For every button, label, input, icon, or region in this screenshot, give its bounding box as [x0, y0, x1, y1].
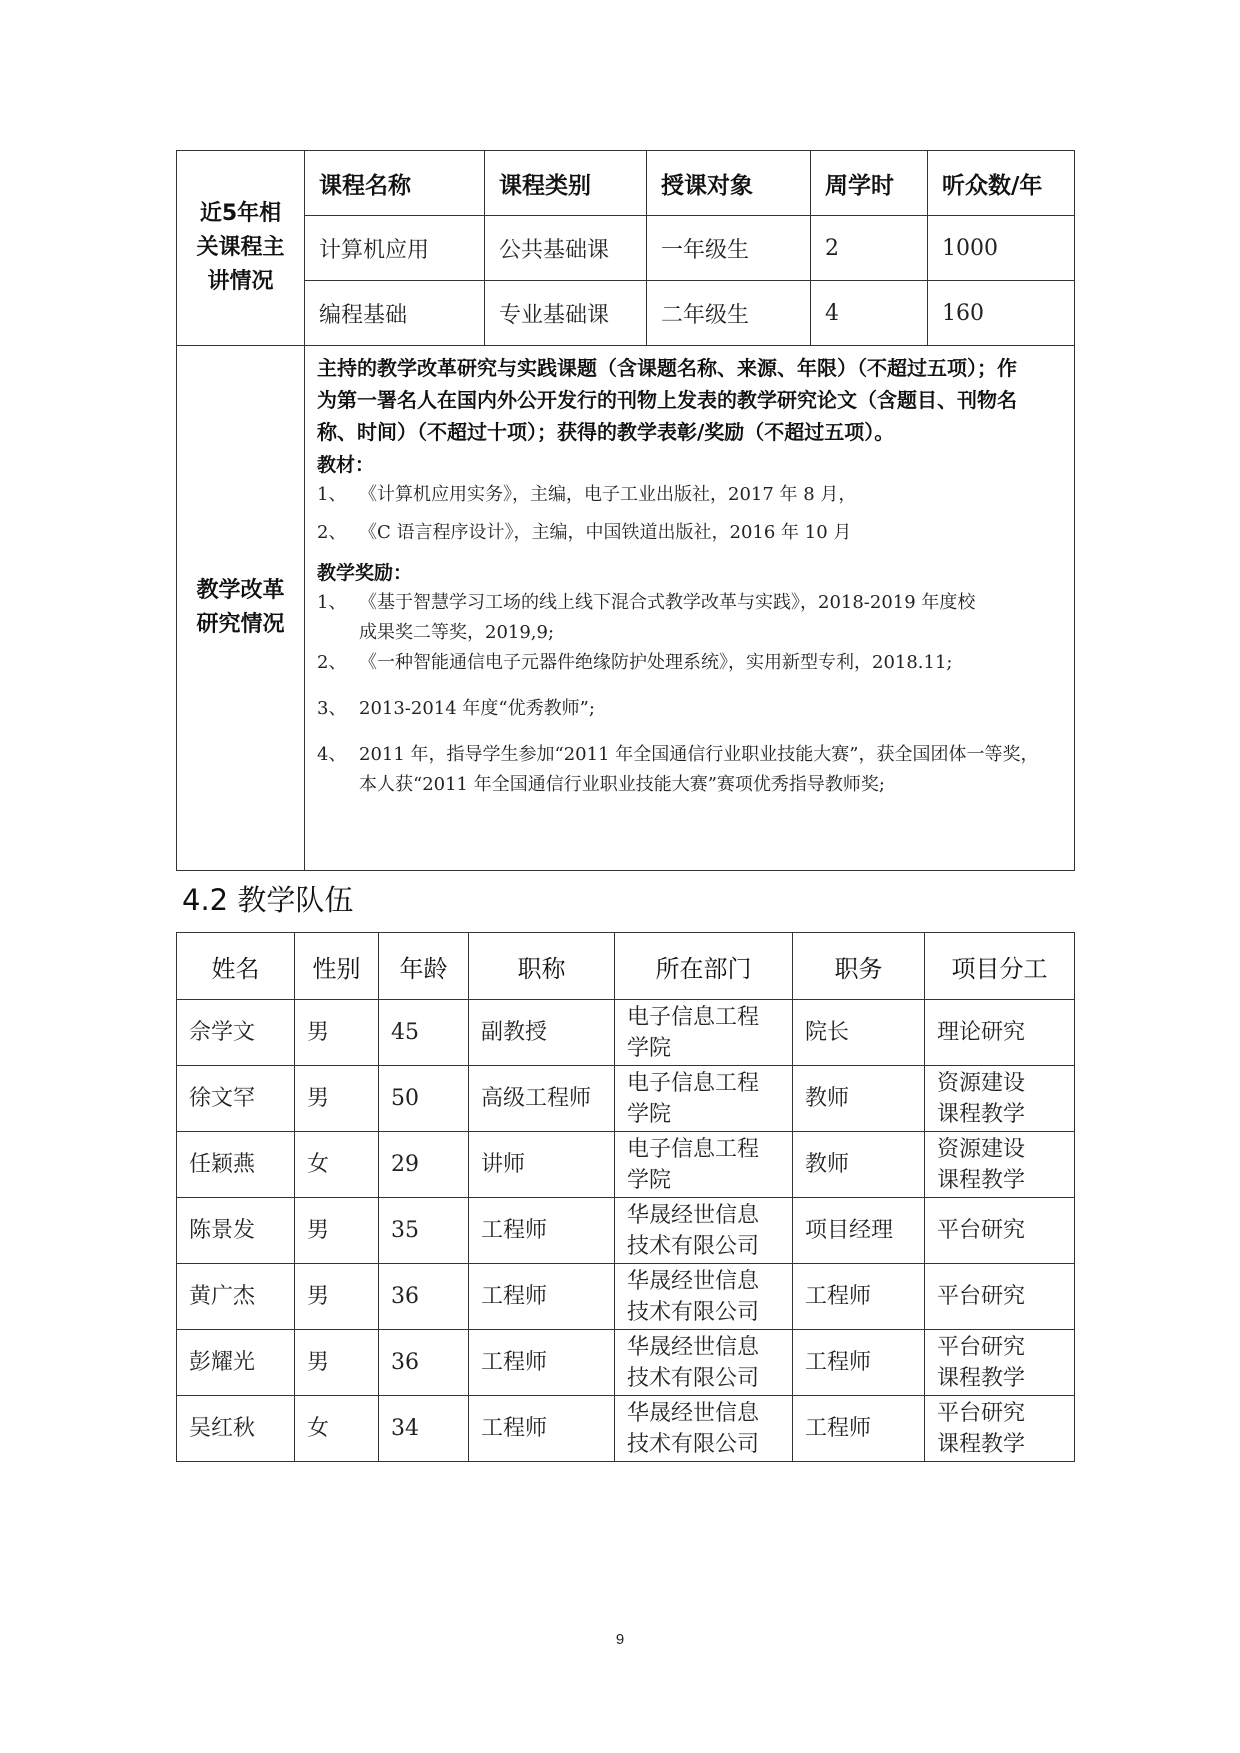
member-dept-cell-line: 华晟经世信息	[627, 1400, 760, 1426]
member-dept-cell	[615, 1396, 793, 1462]
member-title-cell: 副教授	[469, 1000, 615, 1066]
member-name-cell: 徐文罕	[177, 1066, 295, 1132]
member-name-cell: 彭耀光	[177, 1330, 295, 1396]
member-gender-cell: 男	[295, 1000, 379, 1066]
member-role-cell	[925, 1000, 1075, 1066]
member-post-cell: 院长	[793, 1000, 925, 1066]
member-post-cell: 工程师	[793, 1396, 925, 1462]
item-number: 1、	[317, 592, 347, 613]
course-listeners-cell: 160	[928, 281, 1075, 346]
textbooks-heading: 教材：	[317, 454, 375, 476]
member-role-cell	[925, 1198, 1075, 1264]
page-number: 9	[615, 1631, 625, 1648]
member-role-cell	[925, 1396, 1075, 1462]
award-item	[317, 648, 1070, 678]
member-age-cell: 50	[379, 1066, 469, 1132]
awards-heading: 教学奖励：	[317, 562, 413, 584]
member-dept-cell-line: 技术有限公司	[627, 1431, 760, 1457]
section-title: 4.2 教学队伍	[182, 883, 354, 917]
award-item	[317, 588, 1070, 648]
item-number: 1、	[317, 484, 347, 505]
team-rows	[177, 1000, 1075, 1462]
member-dept-cell	[615, 1264, 793, 1330]
member-role-cell	[925, 1132, 1075, 1198]
courses-label	[177, 151, 305, 346]
member-gender-cell: 男	[295, 1264, 379, 1330]
member-gender-cell: 女	[295, 1132, 379, 1198]
member-age-cell: 45	[379, 1000, 469, 1066]
member-age-cell: 34	[379, 1396, 469, 1462]
member-dept-cell	[615, 1330, 793, 1396]
item-text: 成果奖二等奖，2019,9;	[359, 622, 555, 643]
member-dept-cell	[615, 1198, 793, 1264]
member-name-cell: 吴红秋	[177, 1396, 295, 1462]
item-number: 2、	[317, 652, 347, 673]
member-title-cell: 工程师	[469, 1330, 615, 1396]
col-header-listeners: 听众数/年	[928, 151, 1075, 216]
member-title-cell: 讲师	[469, 1132, 615, 1198]
research-content	[305, 346, 1075, 871]
table-row	[177, 1132, 1075, 1198]
table-row	[177, 1198, 1075, 1264]
textbook-item	[317, 518, 1070, 548]
course-type-cell: 专业基础课	[485, 281, 647, 346]
col-header-weekly-hours: 周学时	[811, 151, 928, 216]
member-dept-cell	[615, 1132, 793, 1198]
course-row	[177, 216, 1075, 281]
member-dept-cell-line: 技术有限公司	[627, 1233, 760, 1259]
col-header-audience: 授课对象	[647, 151, 811, 216]
member-gender-cell: 男	[295, 1066, 379, 1132]
member-role-cell-line: 课程教学	[937, 1101, 1026, 1127]
member-dept-cell-line: 技术有限公司	[627, 1299, 760, 1325]
item-number: 3、	[317, 698, 347, 719]
member-dept-cell-line: 电子信息工程	[627, 1004, 760, 1030]
member-role-cell-line: 资源建设	[937, 1136, 1026, 1162]
member-dept-cell-line: 学院	[627, 1167, 672, 1193]
item-number: 2、	[317, 522, 347, 543]
member-title-cell: 高级工程师	[469, 1066, 615, 1132]
award-item	[317, 694, 1070, 724]
col-header-gender: 性别	[295, 933, 379, 1000]
course-audience-cell: 一年级生	[647, 216, 811, 281]
member-name-cell: 任颖燕	[177, 1132, 295, 1198]
col-header-age: 年龄	[379, 933, 469, 1000]
member-post-cell: 项目经理	[793, 1198, 925, 1264]
research-label	[177, 346, 305, 871]
member-post-cell: 工程师	[793, 1264, 925, 1330]
member-age-cell: 35	[379, 1198, 469, 1264]
col-header-title: 职称	[469, 933, 615, 1000]
member-role-cell-line: 平台研究	[937, 1284, 1026, 1309]
course-row	[177, 281, 1075, 346]
item-text: 2013-2014 年度“优秀教师”;	[359, 698, 595, 719]
research-intro-line: 称、时间）（不超过十项）；获得的教学表彰/奖励（不超过五项）。	[317, 420, 895, 444]
member-gender-cell: 女	[295, 1396, 379, 1462]
textbook-item	[317, 480, 1070, 510]
item-text: 《计算机应用实务》，主编，电子工业出版社，2017 年 8 月，	[359, 484, 857, 505]
col-header-course-name: 课程名称	[305, 151, 485, 216]
research-intro-line: 为第一署名人在国内外公开发行的刊物上发表的教学研究论文（含题目、刊物名	[317, 388, 1017, 412]
table-row	[177, 1330, 1075, 1396]
member-role-cell	[925, 1264, 1075, 1330]
course-audience-cell: 二年级生	[647, 281, 811, 346]
col-header-course-type: 课程类别	[485, 151, 647, 216]
member-dept-cell	[615, 1066, 793, 1132]
member-dept-cell-line: 电子信息工程	[627, 1136, 760, 1162]
member-role-cell-line: 课程教学	[937, 1431, 1026, 1457]
member-role-cell	[925, 1066, 1075, 1132]
col-header-role: 项目分工	[925, 933, 1075, 1000]
table-row	[177, 1000, 1075, 1066]
research-intro-line: 主持的教学改革研究与实践课题（含课题名称、来源、年限）（不超过五项）；作	[317, 356, 1017, 380]
member-title-cell: 工程师	[469, 1264, 615, 1330]
member-dept-cell-line: 学院	[627, 1101, 672, 1127]
teaching-team-table	[176, 932, 1075, 1462]
col-header-name: 姓名	[177, 933, 295, 1000]
course-name-cell: 编程基础	[305, 281, 485, 346]
col-header-post: 职务	[793, 933, 925, 1000]
member-dept-cell-line: 电子信息工程	[627, 1070, 760, 1096]
table-row	[177, 1264, 1075, 1330]
item-number: 4、	[317, 744, 347, 765]
member-role-cell-line: 课程教学	[937, 1167, 1026, 1193]
member-post-cell: 工程师	[793, 1330, 925, 1396]
member-role-cell-line: 理论研究	[937, 1020, 1026, 1045]
member-name-cell: 黄广杰	[177, 1264, 295, 1330]
course-research-table	[176, 150, 1075, 871]
member-age-cell: 36	[379, 1264, 469, 1330]
item-text: 2011 年，指导学生参加“2011 年全国通信行业职业技能大赛”，获全国团体一等奖，本人获“2011 年全国通信行业职业技能大赛”赛项优秀指导教师奖;	[359, 744, 1039, 795]
courses-label-line: 近5年相	[199, 201, 282, 226]
research-label-line: 研究情况	[196, 612, 285, 637]
member-age-cell: 36	[379, 1330, 469, 1396]
member-post-cell: 教师	[793, 1066, 925, 1132]
member-title-cell: 工程师	[469, 1396, 615, 1462]
member-dept-cell-line: 华晟经世信息	[627, 1202, 760, 1228]
course-listeners-cell: 1000	[928, 216, 1075, 281]
research-label-line: 教学改革	[196, 578, 285, 603]
member-name-cell: 佘学文	[177, 1000, 295, 1066]
courses-label-line: 关课程主	[196, 235, 285, 260]
member-role-cell-line: 课程教学	[937, 1365, 1026, 1391]
member-name-cell: 陈景发	[177, 1198, 295, 1264]
member-dept-cell	[615, 1000, 793, 1066]
member-role-cell	[925, 1330, 1075, 1396]
member-gender-cell: 男	[295, 1330, 379, 1396]
member-role-cell-line: 资源建设	[937, 1070, 1026, 1096]
member-role-cell-line: 平台研究	[937, 1218, 1026, 1243]
course-type-cell: 公共基础课	[485, 216, 647, 281]
item-text: 《一种智能通信电子元器件绝缘防护处理系统》，实用新型专利，2018.11;	[359, 652, 953, 673]
col-header-department: 所在部门	[615, 933, 793, 1000]
member-age-cell: 29	[379, 1132, 469, 1198]
award-item	[317, 740, 1039, 800]
member-post-cell: 教师	[793, 1132, 925, 1198]
member-role-cell-line: 平台研究	[937, 1334, 1026, 1360]
course-name-cell: 计算机应用	[305, 216, 485, 281]
member-gender-cell: 男	[295, 1198, 379, 1264]
member-title-cell: 工程师	[469, 1198, 615, 1264]
team-header-row	[177, 933, 1075, 1000]
item-text: 《C 语言程序设计》，主编，中国铁道出版社，2016 年 10 月	[359, 522, 852, 543]
member-dept-cell-line: 华晟经世信息	[627, 1268, 760, 1294]
member-dept-cell-line: 技术有限公司	[627, 1365, 760, 1391]
courses-label-line: 讲情况	[207, 269, 274, 294]
member-dept-cell-line: 华晟经世信息	[627, 1334, 760, 1360]
course-hours-cell: 2	[811, 216, 928, 281]
table-row	[177, 1066, 1075, 1132]
member-role-cell-line: 平台研究	[937, 1400, 1026, 1426]
member-dept-cell-line: 学院	[627, 1035, 672, 1061]
item-text: 《基于智慧学习工场的线上线下混合式教学改革与实践》，2018-2019 年度校	[359, 592, 976, 613]
table-row	[177, 1396, 1075, 1462]
course-hours-cell: 4	[811, 281, 928, 346]
